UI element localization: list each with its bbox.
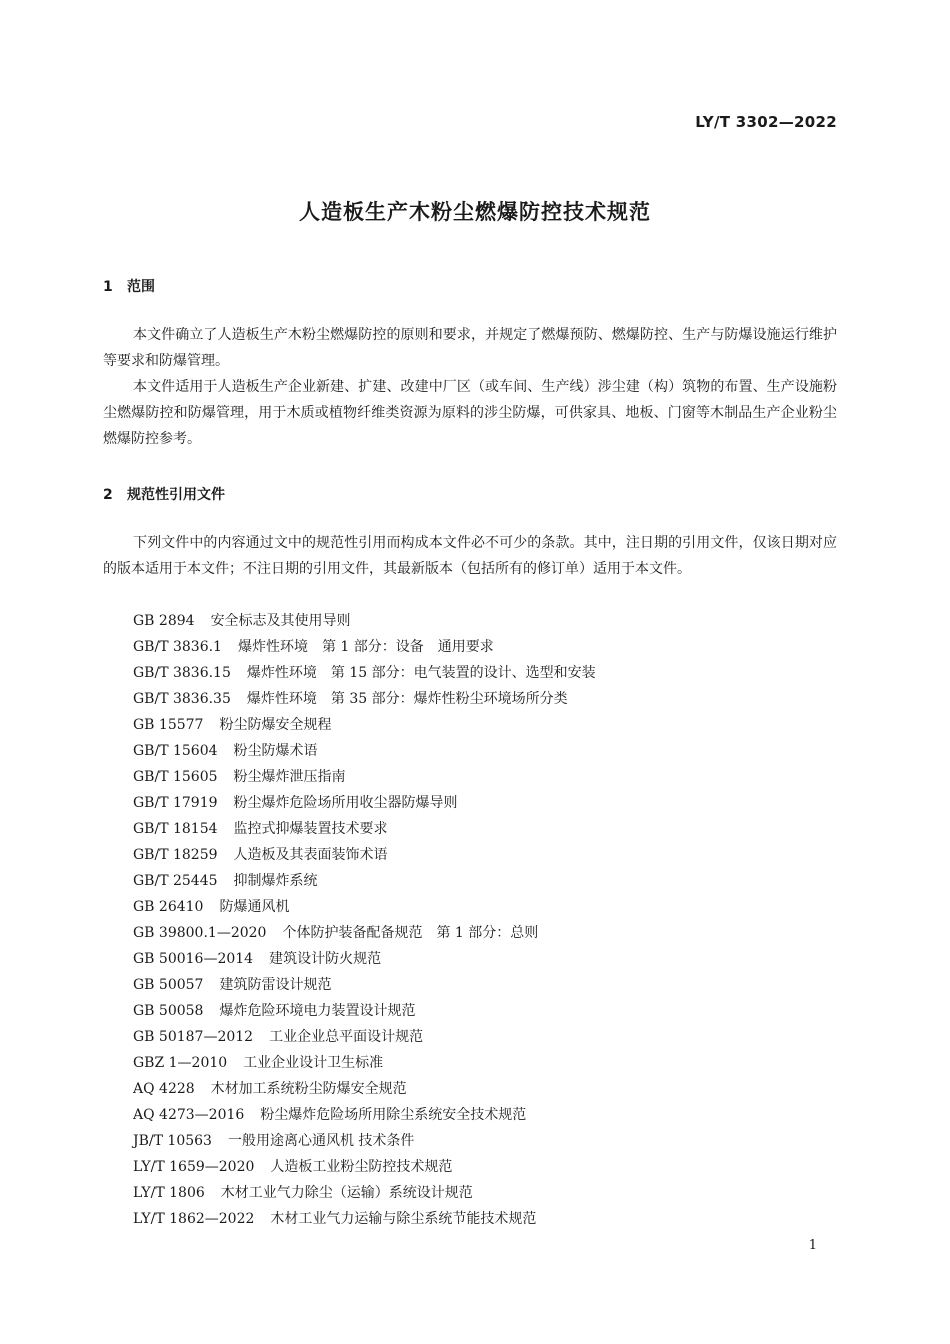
- section-heading-normative-references: [103, 484, 225, 504]
- reference-code: GBZ 1—2010: [133, 1055, 228, 1071]
- reference-title: 防爆通风机: [219, 899, 290, 915]
- reference-list: [133, 608, 596, 1232]
- list-item: [133, 894, 596, 920]
- reference-code: GB 50187—2012: [133, 1029, 254, 1045]
- standard-code: LY/T 3302—2022: [695, 113, 837, 131]
- reference-code: GB/T 18259: [133, 847, 218, 863]
- list-item: [133, 738, 596, 764]
- reference-code: GB 39800.1—2020: [133, 925, 267, 941]
- reference-title: 人造板工业粉尘防控技术规范: [270, 1159, 453, 1175]
- reference-title: 爆炸危险环境电力装置设计规范: [219, 1003, 416, 1019]
- reference-title: 木材加工系统粉尘防爆安全规范: [210, 1081, 407, 1097]
- reference-code: GB 50016—2014: [133, 951, 254, 967]
- reference-code: GB 2894: [133, 613, 195, 629]
- section-number: 2: [103, 487, 113, 503]
- reference-code: GB/T 25445: [133, 873, 218, 889]
- list-item: [133, 946, 596, 972]
- reference-title: 爆炸性环境 第 1 部分：设备 通用要求: [237, 639, 494, 655]
- reference-code: GB/T 3836.15: [133, 665, 231, 681]
- reference-title: 粉尘爆炸泄压指南: [233, 769, 346, 785]
- list-item: [133, 608, 596, 634]
- paragraph: 本文件适用于人造板生产企业新建、扩建、改建中厂区（或车间、生产线）涉尘建（构）筑物的布置、生产设施粉尘燃爆防控和防爆管理，用于木质或植物纤维类资源为原料的涉尘防爆，可供家具、地板、门窗等木制品生产企业粉尘燃爆防控参考。: [103, 379, 837, 447]
- list-item: [133, 972, 596, 998]
- section-title: 规范性引用文件: [127, 487, 225, 503]
- reference-title: 木材工业气力除尘（运输）系统设计规范: [220, 1185, 473, 1201]
- reference-title: 粉尘爆炸危险场所用收尘器防爆导则: [233, 795, 458, 811]
- list-item: [133, 712, 596, 738]
- reference-code: AQ 4273—2016: [133, 1107, 245, 1123]
- reference-title: 粉尘防爆安全规程: [219, 717, 332, 733]
- reference-code: GB/T 3836.1: [133, 639, 222, 655]
- reference-title: 爆炸性环境 第 35 部分：爆炸性粉尘环境场所分类: [246, 691, 568, 707]
- reference-title: 个体防护装备配备规范 第 1 部分：总则: [282, 925, 539, 941]
- list-item: [133, 920, 596, 946]
- reference-code: GB 50058: [133, 1003, 204, 1019]
- reference-title: 安全标志及其使用导则: [210, 613, 351, 629]
- reference-code: GB/T 3836.35: [133, 691, 231, 707]
- list-item: [133, 998, 596, 1024]
- section-title: 范围: [127, 279, 155, 295]
- section-heading-scope: [103, 276, 155, 296]
- reference-code: LY/T 1862—2022: [133, 1211, 255, 1227]
- reference-code: LY/T 1659—2020: [133, 1159, 255, 1175]
- reference-title: 工业企业设计卫生标准: [243, 1055, 384, 1071]
- page-number: 1: [808, 1238, 817, 1253]
- list-item: [133, 1128, 596, 1154]
- list-item: [133, 1180, 596, 1206]
- list-item: [133, 1102, 596, 1128]
- list-item: [133, 842, 596, 868]
- reference-code: GB 26410: [133, 899, 204, 915]
- reference-title: 建筑防雷设计规范: [219, 977, 332, 993]
- list-item: [133, 1154, 596, 1180]
- reference-code: AQ 4228: [133, 1081, 195, 1097]
- reference-code: GB/T 17919: [133, 795, 218, 811]
- reference-code: LY/T 1806: [133, 1185, 205, 1201]
- list-item: [133, 1076, 596, 1102]
- list-item: [133, 764, 596, 790]
- reference-title: 人造板及其表面装饰术语: [233, 847, 388, 863]
- document-title: 人造板生产木粉尘燃爆防控技术规范: [299, 200, 651, 224]
- reference-code: JB/T 10563: [133, 1133, 212, 1149]
- list-item: [133, 1206, 596, 1232]
- reference-code: GB 50057: [133, 977, 204, 993]
- paragraph: 下列文件中的内容通过文中的规范性引用而构成本文件必不可少的条款。其中，注日期的引用文件，仅该日期对应的版本适用于本文件；不注日期的引用文件，其最新版本（包括所有的修订单）适用于本文件。: [103, 535, 837, 577]
- list-item: [133, 686, 596, 712]
- list-item: [133, 816, 596, 842]
- reference-title: 监控式抑爆装置技术要求: [233, 821, 388, 837]
- list-item: [133, 790, 596, 816]
- list-item: [133, 1050, 596, 1076]
- list-item: [133, 1024, 596, 1050]
- list-item: [133, 634, 596, 660]
- paragraph: 本文件确立了人造板生产木粉尘燃爆防控的原则和要求，并规定了燃爆预防、燃爆防控、生产与防爆设施运行维护等要求和防爆管理。: [103, 327, 837, 369]
- reference-code: GB/T 15605: [133, 769, 218, 785]
- list-item: [133, 660, 596, 686]
- reference-title: 木材工业气力运输与除尘系统节能技术规范: [270, 1211, 537, 1227]
- reference-title: 抑制爆炸系统: [233, 873, 318, 889]
- reference-title: 建筑设计防火规范: [269, 951, 382, 967]
- reference-title: 粉尘防爆术语: [233, 743, 318, 759]
- reference-title: 粉尘爆炸危险场所用除尘系统安全技术规范: [260, 1107, 527, 1123]
- list-item: [133, 868, 596, 894]
- reference-title: 工业企业总平面设计规范: [269, 1029, 424, 1045]
- section-number: 1: [103, 279, 113, 295]
- reference-code: GB 15577: [133, 717, 204, 733]
- reference-code: GB/T 15604: [133, 743, 218, 759]
- reference-title: 一般用途离心通风机 技术条件: [227, 1133, 415, 1149]
- reference-title: 爆炸性环境 第 15 部分：电气装置的设计、选型和安装: [246, 665, 596, 681]
- reference-code: GB/T 18154: [133, 821, 218, 837]
